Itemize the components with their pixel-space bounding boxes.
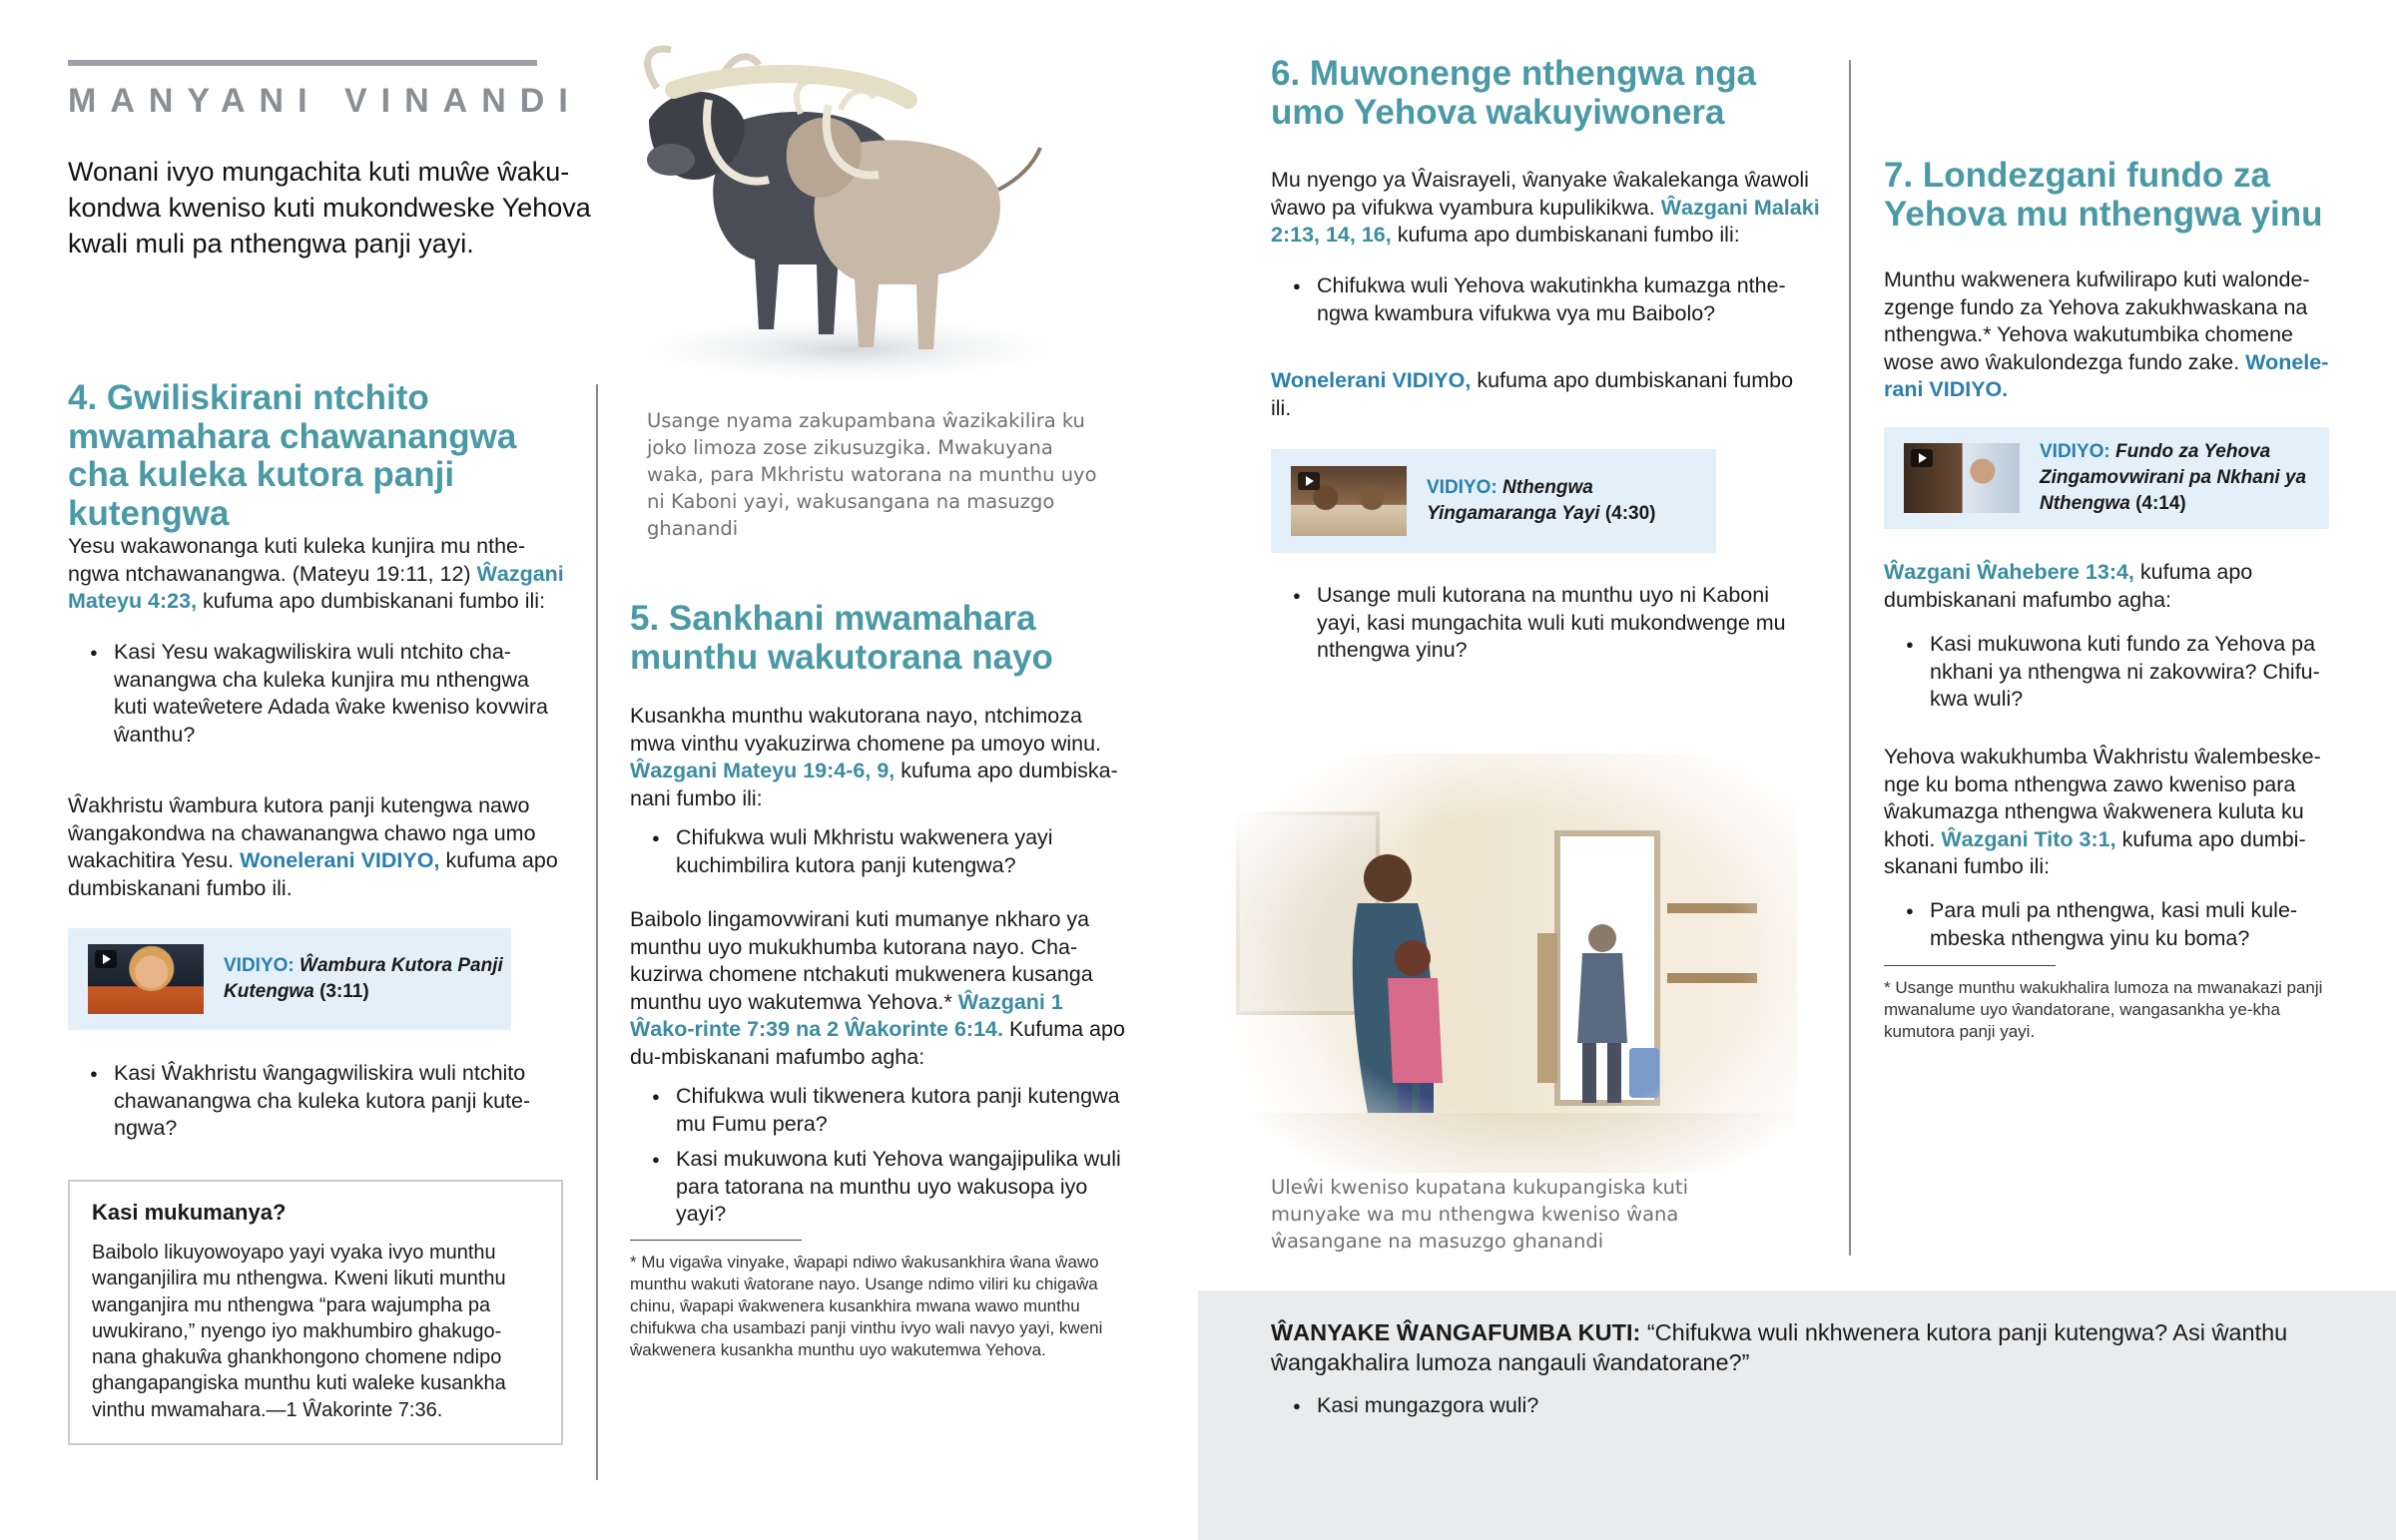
section-5-paragraph-2: Baibolo lingamovwirani kuti mumanye nkharo ya munthu uyo mukukhumba kutorana nayo. Cha-kuzirwa chomene ntchakuti mukwenera kusanga munthu uyo wakutemwa Yehova.* Ŵazgani 1 Ŵako-rinte 7:39 na 2 Ŵakorinte 6:14. Kufuma apo du-mbiskanani mafumbo agha:	[630, 907, 1125, 1069]
did-you-know-box	[68, 1180, 563, 1445]
video-title: Nthengwa Yingamaranga Yayi	[1427, 477, 1600, 524]
list-item: ● Chifukwa wuli Yehova wakutinkha kumazga nthe-ngwa kwambura vifukwa vya mu Baibolo?	[1271, 272, 1800, 327]
video-duration: (3:11)	[319, 981, 369, 1002]
video-thumbnail[interactable]	[88, 944, 204, 1014]
video-title: Fundo za Yehova Zingamovwirani pa Nkhani ya Nthengwa	[2040, 441, 2307, 514]
section-5-bullets-1	[630, 824, 1127, 879]
section-7-bullets-1	[1884, 631, 2333, 714]
list-item: ● Kasi Ŵakhristu ŵangagwiliskira wuli ntchito chawanangwa cha kuleka kutora panji kute-ngwa?	[68, 1060, 567, 1143]
section-7-footnote: * Usange munthu wakukhalira lumoza na mwanakazi panji mwanalume uyo ŵandatorane, wangasankha ye-kha kumutora panji yayi.	[1884, 978, 2323, 1041]
section-4-bullets-2	[68, 1060, 567, 1143]
some-people-ask-quote: “Chifukwa wuli nkhwenera kutora panji kutengwa? Asi ŵanthu ŵangakhalira lumoza nangauli ŵandatorane?”	[1271, 1319, 2288, 1375]
did-you-know-text: Baibolo likuyowoyapo yayi vyaka ivyo munthu wanganjilira mu nthengwa. Kweni likuti munthu wanganjira mu nthengwa “para wajumpha pa uwukirano,” nyengo iyo makhumbiro ghakugo-nana ghakuŵa ghankhongono chomene ndipo ghangapangiska munthu kuti waleke kusankha vinthu mwamahara.—1 Ŵakorinte 7:36.	[92, 1242, 506, 1421]
list-item: ● Kasi mungazgora wuli?	[1271, 1392, 2269, 1420]
scripture-link-mateyu-4-23[interactable]: Ŵazgani Mateyu 4:23,	[68, 561, 564, 613]
watch-video-link[interactable]: Wonelerani VIDIYO,	[240, 848, 440, 872]
play-icon	[95, 950, 117, 968]
column-divider	[596, 384, 598, 1480]
scripture-link-tito[interactable]: Ŵazgani Tito 3:1,	[1941, 826, 2116, 851]
section-5-paragraph-1: Kusankha munthu wakutorana nayo, ntchimoza mwa vinthu vyakuzirwa chomene pa umoyo winu. Ŵazgani Mateyu 19:4-6, 9, kufuma apo dumbiska-nani fumbo ili:	[630, 704, 1118, 810]
video-card-nthengwa-yingamaranga[interactable]: VIDIYO: Nthengwa Yingamaranga Yayi (4:30)	[1271, 449, 1716, 553]
header-intro: Wonani ivyo mungachita kuti muŵe ŵaku-kondwa kweniso kuti mukondweske Yehova kwali muli pa nthengwa panji yayi.	[68, 157, 591, 258]
section-6-heading: 6. Muwonenge nthengwa nga umo Yehova wakuyiwonera	[1271, 54, 1757, 132]
section-7-heading: 7. Londezgani fundo za Yehova mu nthengwa yinu	[1884, 156, 2323, 234]
oxen-illustration	[579, 30, 1118, 389]
video-duration: (4:30)	[1604, 503, 1656, 524]
section-6-paragraph-2: Wonelerani VIDIYO, kufuma apo dumbiskanani fumbo ili.	[1271, 368, 1794, 420]
scripture-link-wahebere[interactable]: Ŵazgani Ŵahebere 13:4,	[1884, 560, 2134, 584]
section-4-heading: 4. Gwiliskirani ntchito mwamahara chawanangwa cha kuleka kutora panji kutengwa	[68, 378, 517, 533]
play-icon	[1298, 472, 1320, 490]
watch-video-link[interactable]: Wonele-rani VIDIYO.	[1884, 349, 2329, 401]
oxen-caption: Usange nyama zakupambana ŵazikakilira ku joko limoza zose zikusuzgika. Mwakuyana waka, para Mkhristu watorana na munthu uyo ni Kaboni yayi, wakusangana na masuzgo ghanandi	[647, 409, 1097, 540]
list-item: ● Kasi mukuwona kuti Yehova wangajipulika wuli para tatorana na munthu uyo wakusopa iyo yayi?	[630, 1146, 1127, 1229]
video-duration: (4:14)	[2135, 493, 2186, 514]
section-4-paragraph-2: Ŵakhristu ŵambura kutora panji kutengwa nawo ŵangakondwa na chawanangwa chawo nga umo wakachitira Yesu. Wonelerani VIDIYO, kufuma apo dumbiskanani fumbo ili.	[68, 793, 558, 900]
section-5-footnote: * Mu vigaŵa vinyake, ŵapapi ndiwo ŵakusankhira ŵana ŵawo munthu wakuti ŵatorane nayo. Usange ndimo viliri ku chigaŵa chinu, ŵapapi ŵakwenera kusankhira mwana wawo munthu chifukwa cha usambazi panji vinthu ivyo wali navyo yayi, kweni ŵakwenera kusankha munthu uyo wakutemwa Yehova.	[630, 1253, 1103, 1359]
header-rule	[68, 60, 537, 66]
scripture-link-1-wakorinte[interactable]: Ŵazgani 1 Ŵako-rinte 7:39 na 2 Ŵakorinte 6:14.	[630, 989, 1063, 1041]
list-item: ● Para muli pa nthengwa, kasi muli kule-mbeska nthengwa yinu ku boma?	[1884, 897, 2333, 952]
section-6-bullets-2	[1271, 582, 1800, 665]
play-icon	[1911, 449, 1933, 467]
video-thumbnail[interactable]	[1291, 466, 1407, 536]
did-you-know-title: Kasi mukumanya?	[92, 1200, 287, 1225]
scripture-link-mateyu-19[interactable]: Ŵazgani Mateyu 19:4-6, 9,	[630, 759, 896, 782]
footnote-rule	[630, 1240, 802, 1241]
list-item: ● Kasi mukuwona kuti fundo za Yehova pa nkhani ya nthengwa ni zakovwira? Chifu-kwa wuli?	[1884, 631, 2333, 714]
list-item: ● Kasi Yesu wakagwiliskira wuli ntchito cha-wanangwa cha kuleka kunjira mu nthengwa kuti wateŵetere Adada ŵake kweniso kovwira ŵanthu?	[68, 639, 567, 749]
section-4-bullets-1	[68, 639, 567, 749]
some-people-ask-label: ŴANYAKE ŴANGAFUMBA KUTI:	[1271, 1319, 1641, 1345]
video-card-wambura-kutora[interactable]: VIDIYO: Ŵambura Kutora Panji Kutengwa (3:11)	[68, 928, 511, 1030]
section-7-paragraph-2: Ŵazgani Ŵahebere 13:4, kufuma apo dumbiskanani mafumbo agha:	[1884, 560, 2253, 612]
list-item: ● Chifukwa wuli tikwenera kutora panji kutengwa mu Fumu pera?	[630, 1083, 1127, 1138]
list-item: ● Usange muli kutorana na munthu uyo ni Kaboni yayi, kasi mungachita wuli kuti mukondwenge mu nthengwa yinu?	[1271, 582, 1800, 665]
video-card-fundo-za-yehova[interactable]: VIDIYO: Fundo za Yehova Zingamovwirani pa Nkhani ya Nthengwa (4:14)	[1884, 427, 2329, 529]
column-divider	[1849, 60, 1851, 1256]
list-item: ● Chifukwa wuli Mkhristu wakwenera yayi kuchimbilira kutora panji kutengwa?	[630, 824, 1127, 879]
family-illustration	[1198, 754, 1797, 1173]
section-7-bullets-2	[1884, 897, 2333, 952]
section-6-bullets-1	[1271, 272, 1800, 327]
section-6-paragraph-1: Mu nyengo ya Ŵaisrayeli, ŵanyake ŵakalekanga ŵawoli ŵawo pa vifukwa vyambura kupulikikwa. Ŵazgani Malaki 2:13, 14, 16, kufuma apo dumbiskanani fumbo ili:	[1271, 168, 1820, 247]
video-thumbnail[interactable]	[1904, 443, 2020, 513]
header-title: MANYANI VINANDI	[68, 82, 582, 120]
family-caption: Uleŵi kweniso kupatana kukupangiska kuti munyake wa mu nthengwa kweniso ŵana ŵasangane na masuzgo ghanandi	[1271, 1176, 1688, 1253]
section-5-heading: 5. Sankhani mwamahara munthu wakutorana nayo	[630, 599, 1053, 677]
scripture-link-malaki[interactable]: Ŵazgani Malaki 2:13, 14, 16,	[1271, 195, 1820, 247]
some-people-ask-bullets	[1271, 1392, 2269, 1420]
watch-video-link[interactable]: Wonelerani VIDIYO,	[1271, 368, 1472, 392]
some-people-ask-panel	[1198, 1290, 2396, 1540]
section-4-paragraph-1: Yesu wakawonanga kuti kuleka kunjira mu nthe-ngwa ntchawanangwa. (Mateyu 19:11, 12) Ŵazgani Mateyu 4:23, kufuma apo dumbiskanani fumbo ili:	[68, 534, 564, 613]
section-5-bullets-2	[630, 1083, 1127, 1229]
video-title: Ŵambura Kutora Panji Kutengwa	[224, 955, 503, 1002]
footnote-rule	[1884, 965, 2056, 966]
section-7-paragraph-3: Yehova wakukhumba Ŵakhristu ŵalembeske-nge ku boma nthengwa zawo kweniso para ŵakumazga nthengwa ŵakwenera kuluta ku khoti. Ŵazgani Tito 3:1, kufuma apo dumbi-skanani fumbo ili:	[1884, 745, 2321, 878]
section-7-paragraph-1: Munthu wakwenera kufwilirapo kuti walonde-zgenge fundo za Yehova zakukhwaskana na nthengwa.* Yehova wakutumbika chomene wose awo ŵakulondezga fundo zake. Wonele-rani VIDIYO.	[1884, 267, 2329, 401]
